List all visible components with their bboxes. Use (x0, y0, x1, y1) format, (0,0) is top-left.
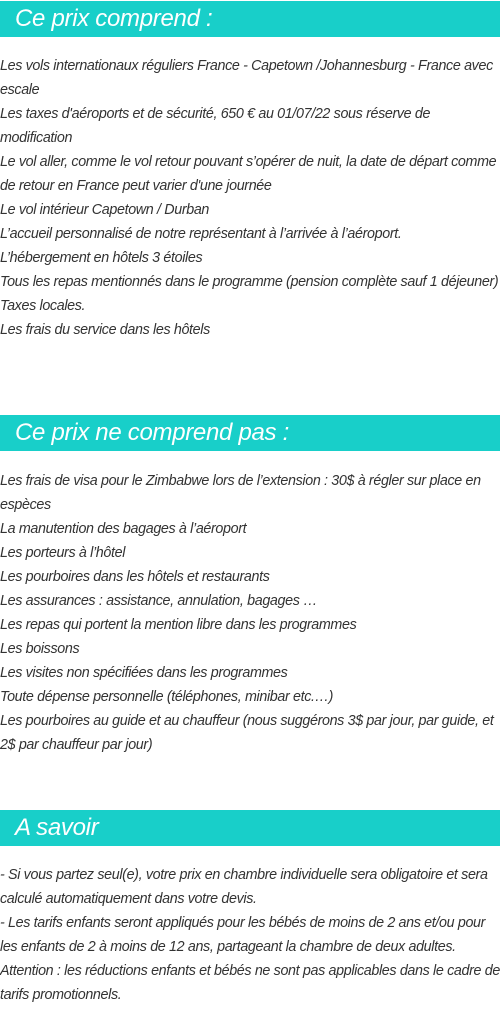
good-to-know-list (0, 863, 500, 1007)
list-item: Le vol intérieur Capetown / Durban (0, 202, 210, 218)
list-item: Les visites non spécifiées dans les programmes (0, 665, 288, 681)
list-item: Les pourboires au guide et au chauffeur (nous suggérons 3$ par jour, par guide, et 2$ par chauffeur par jour) (0, 713, 494, 753)
list-item: Les boissons (0, 641, 80, 657)
list-item: L’hébergement en hôtels 3 étoiles (0, 250, 203, 266)
list-item: Attention : les réductions enfants et bébés ne sont pas applicables dans le cadre de tarifs promotionnels. (0, 963, 500, 1003)
price-includes-section (0, 0, 500, 342)
list-item: Les frais de visa pour le Zimbabwe lors de l’extension : 30$ à régler sur place en espèces (0, 473, 481, 513)
price-excludes-list (0, 469, 500, 757)
price-includes-list (0, 54, 500, 342)
list-item: Les repas qui portent la mention libre dans les programmes (0, 617, 357, 633)
list-item: Les assurances : assistance, annulation, bagages … (0, 593, 318, 609)
list-item: - Si vous partez seul(e), votre prix en chambre individuelle sera obligatoire et sera calculé automatiquement dans votre devis. (0, 867, 488, 907)
price-excludes-heading: Ce prix ne comprend pas : (0, 415, 500, 451)
list-item: Tous les repas mentionnés dans le programme (pension complète sauf 1 déjeuner) (0, 274, 499, 290)
good-to-know-heading: A savoir (0, 810, 500, 846)
list-item: Les taxes d'aéroports et de sécurité, 650 € au 01/07/22 sous réserve de modification (0, 106, 431, 146)
list-item: Le vol aller, comme le vol retour pouvant s’opérer de nuit, la date de départ comme de retour en France peut varier d'une journée (0, 154, 497, 194)
list-item: Les frais du service dans les hôtels (0, 322, 210, 338)
price-includes-heading: Ce prix comprend : (0, 1, 500, 37)
list-item: Taxes locales. (0, 298, 86, 314)
list-item: Toute dépense personnelle (téléphones, minibar etc.…) (0, 689, 334, 705)
list-item: - Les tarifs enfants seront appliqués pour les bébés de moins de 2 ans et/ou pour les enfants de 2 à moins de 12 ans, partageant la chambre de deux adultes. (0, 915, 486, 955)
price-excludes-section (0, 415, 500, 757)
list-item: Les porteurs à l’hôtel (0, 545, 126, 561)
list-item: L’accueil personnalisé de notre représentant à l’arrivée à l’aéroport. (0, 226, 402, 242)
list-item: La manutention des bagages à l’aéroport (0, 521, 247, 537)
list-item: Les pourboires dans les hôtels et restaurants (0, 569, 270, 585)
list-item: Les vols internationaux réguliers France - Capetown /Johannesburg - France avec escale (0, 58, 493, 98)
good-to-know-section (0, 810, 500, 1007)
